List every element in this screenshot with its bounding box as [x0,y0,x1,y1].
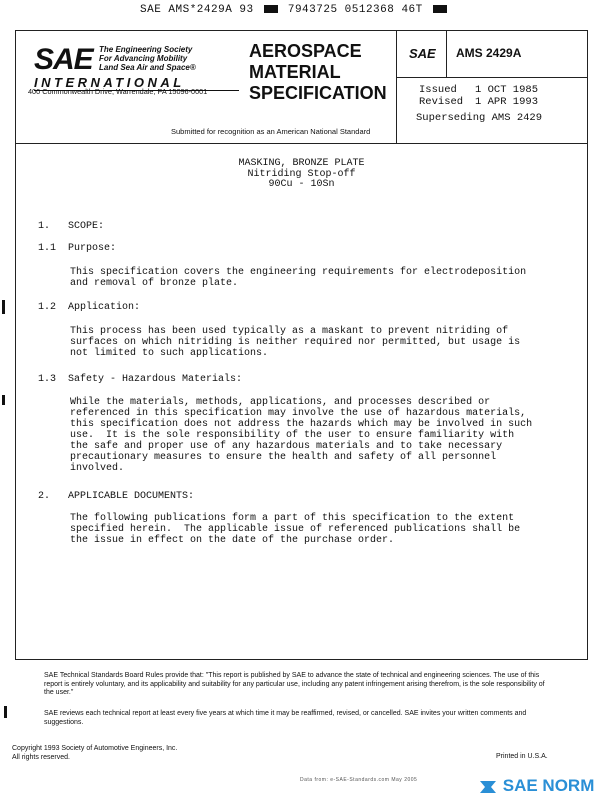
section-heading [38,221,104,232]
application-paragraph: This process has been used typically as a maskant to prevent nitriding of surfaces on which nitriding is neither required nor permitted, but usage is not limited to such applications. [70,326,521,359]
registered-mark: ® [189,63,196,72]
document-title [16,159,587,191]
tagline-line-1: The Engineering Society [99,45,193,54]
code-left: SAE AMS*2429A 93 [140,4,254,16]
issued-label: Issued [419,84,457,96]
code-block-mark-end [433,5,447,13]
section-title: Safety - Hazardous Materials: [68,374,243,385]
header-block [16,31,587,144]
specification-frame [15,30,588,660]
section-title: Application: [68,302,141,313]
international-text: INTERNATIONAL [34,75,239,91]
section-heading [38,374,242,385]
section-heading [38,491,194,502]
section-title: Purpose: [68,243,117,254]
spec-title-line-1: AEROSPACE [249,41,362,61]
board-rules-note: SAE Technical Standards Board Rules provide that: "This report is published by SAE to advance the state of technical and engineering sciences. The use of this report is entirely voluntary, and its applicability and suitability for any particular use, including any patent infringement arising therefrom, is the sole responsibility of the user." [44,672,545,696]
sae-tagline [99,45,249,72]
copyright-line-2: All rights reserved. [12,753,70,761]
spec-title-line-3: SPECIFICATION [249,83,387,103]
sae-address: 400 Commonwealth Drive, Warrendale, PA 15096-0001 [28,87,208,96]
section-number: 2. [38,491,51,502]
section-number: 1.2 [38,302,57,313]
purpose-paragraph: This specification covers the engineering requirements for electrodeposition and removal of bronze plate. [70,267,527,289]
revised-date: 1 APR 1993 [475,96,539,108]
spec-type-title [249,41,387,104]
header-divider [396,31,397,143]
documents-paragraph: The following publications form a part of this specification to the extent specified herein. The applicable issue of referenced publications shall be the issue in effect on the date of the purchase order. [70,513,521,546]
ams-number: AMS 2429A [456,46,522,60]
ansi-submission-note: Submitted for recognition as an American National Standard [171,127,371,136]
margin-mark [4,706,7,718]
revised-label: Revised [419,96,464,108]
issue-dates [419,84,538,108]
doc-title-line-2: Nitriding Stop-off [247,168,356,180]
code-right: 7943725 0512368 46T [287,4,423,16]
code-divider [446,31,447,77]
small-sae-logo: SAE [409,46,436,61]
copyright-notice [12,745,177,762]
sae-logo-text: SAE [34,43,93,76]
section-number: 1. [38,221,51,232]
section-number: 1.1 [38,243,57,254]
section-title: APPLICABLE DOCUMENTS: [68,491,195,502]
superseding-note: Superseding AMS 2429 [416,112,543,124]
tagline-line-3: Land Sea Air and Space [99,63,190,72]
section-heading [38,302,140,313]
sae-norm-watermark [478,776,594,796]
copyright-line-1: Copyright 1993 Society of Automotive Engineers, Inc. [12,745,178,752]
safety-paragraph: While the materials, methods, applications, and processes described or referenced in this specification may involve the use of hazardous materials, this specification does not address the hazards which may be involved in such use. It is the sole responsibility of the user to ensure familiarity with the safe and proper use of any hazardous materials and to take necessary precautionary measures to ensure the health and safety of all personnel involved. [70,397,533,474]
section-number: 1.3 [38,374,57,385]
review-note: SAE reviews each technical report at least every five years at which time it may be reaffirmed, revised, or cancelled. SAE invites your written comments and suggestions. [44,710,527,726]
margin-mark [2,300,5,314]
doc-title-line-3: 90Cu - 10Sn [268,179,335,190]
margin-mark [2,395,5,405]
spec-title-line-2: MATERIAL [249,62,341,82]
doc-title-line-1: MASKING, BRONZE PLATE [238,158,365,169]
watermark-text: SAE NORM [502,776,595,795]
code-row-divider [396,77,588,78]
section-heading [38,243,116,254]
source-note: Data from: e-SAE-Standards.com May 2005 [300,777,418,783]
section-title: SCOPE: [68,221,105,232]
printed-in: Printed in U.S.A. [496,753,548,760]
sae-norm-logo-icon [478,778,498,796]
code-block-mark [264,5,278,13]
document-code-line [140,4,450,16]
tagline-line-2: For Advancing Mobility [99,54,188,63]
issued-date: 1 OCT 1985 [475,84,539,96]
